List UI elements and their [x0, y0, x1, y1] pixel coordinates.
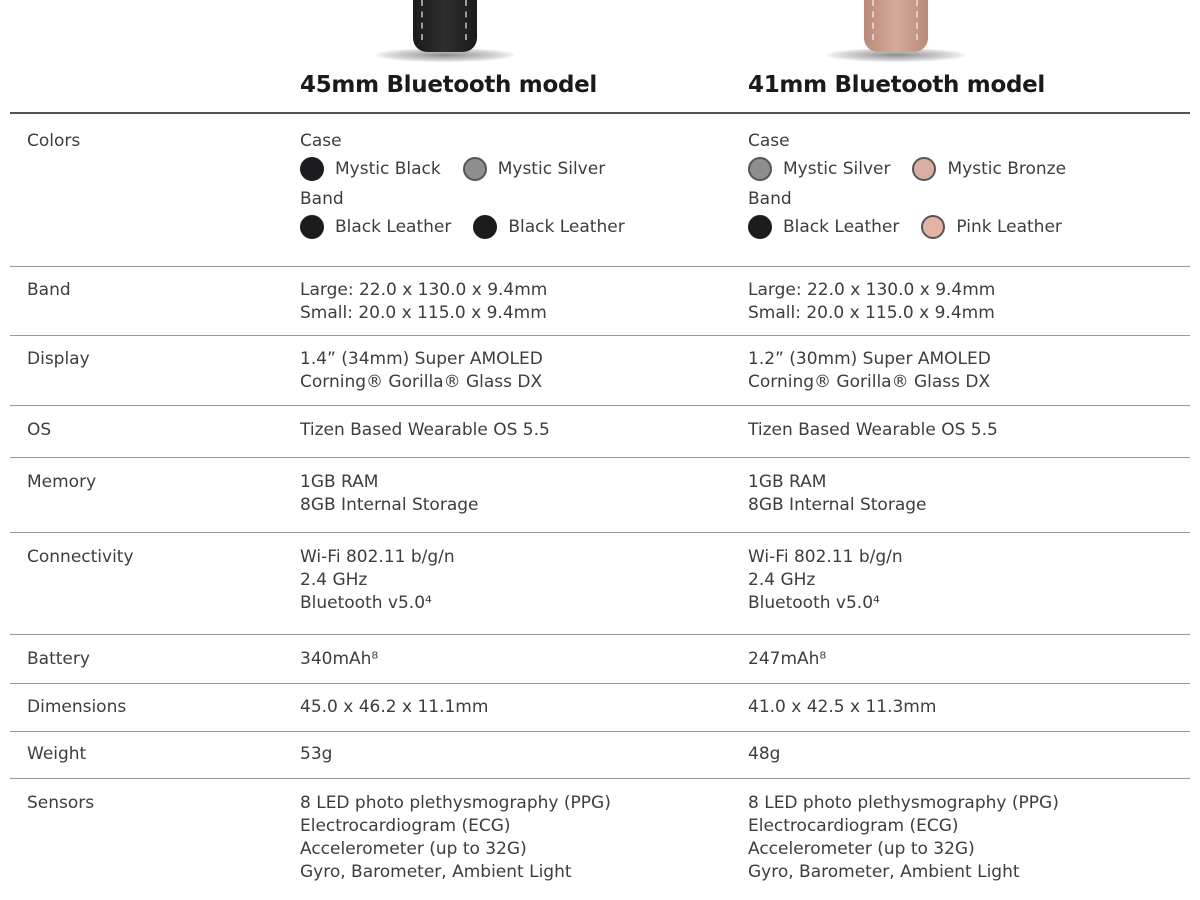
- spec-value-45mm: [300, 419, 550, 442]
- spec-value-41mm: [748, 546, 903, 615]
- spec-line: Bluetooth v5.0⁴: [748, 593, 880, 613]
- spec-row-dimensions: [10, 683, 1190, 731]
- color-name: Mystic Silver: [783, 158, 891, 179]
- spec-label: Colors: [27, 131, 81, 151]
- spec-value-41mm: [748, 419, 998, 442]
- strap-stitch: [872, 0, 876, 40]
- color-name: Black Leather: [335, 216, 452, 237]
- spec-line: 8GB Internal Storage: [748, 495, 927, 515]
- case-swatches: [300, 153, 647, 185]
- spec-line: Tizen Based Wearable OS 5.5: [748, 420, 998, 440]
- spec-value-41mm: [748, 743, 780, 766]
- spec-row-sensors: [10, 778, 1190, 882]
- spec-value-41mm: [748, 648, 826, 671]
- spec-value-41mm: [748, 792, 1059, 884]
- spec-line: 1.4” (34mm) Super AMOLED: [300, 349, 543, 369]
- band-swatches: [748, 211, 1088, 243]
- spec-line: Large: 22.0 x 130.0 x 9.4mm: [748, 280, 996, 300]
- spec-value-41mm: [748, 696, 936, 719]
- case-heading: Case: [748, 131, 790, 151]
- band-heading: Band: [300, 189, 344, 209]
- band-swatches: [300, 211, 647, 243]
- band-heading: Band: [748, 189, 792, 209]
- spec-line: Small: 20.0 x 115.0 x 9.4mm: [748, 303, 995, 323]
- spec-line: Corning® Gorilla® Glass DX: [748, 372, 991, 392]
- color-swatch: [300, 215, 324, 239]
- swatch-item: [912, 157, 1066, 181]
- watch-45mm-image: [375, 0, 515, 62]
- swatch-item: [748, 157, 890, 181]
- spec-line: 1.2” (30mm) Super AMOLED: [748, 349, 991, 369]
- color-swatch: [463, 157, 487, 181]
- spec-value-45mm: [300, 743, 332, 766]
- spec-line: Accelerometer (up to 32G): [748, 839, 975, 859]
- spec-value-45mm: [300, 696, 488, 719]
- case-swatches: [748, 153, 1088, 185]
- spec-value-41mm: [748, 471, 927, 517]
- spec-label: Connectivity: [27, 547, 134, 567]
- color-swatch: [748, 157, 772, 181]
- strap-stitch: [421, 0, 425, 40]
- case-heading: Case: [300, 131, 342, 151]
- swatch-item: [921, 215, 1062, 239]
- spec-row-battery: [10, 634, 1190, 683]
- swatch-item: [748, 215, 899, 239]
- spec-line: 53g: [300, 744, 333, 764]
- spec-line: Small: 20.0 x 115.0 x 9.4mm: [300, 303, 547, 323]
- spec-row-weight: [10, 731, 1190, 778]
- spec-line: Gyro, Barometer, Ambient Light: [748, 862, 1020, 882]
- spec-line: 340mAh⁸: [300, 649, 379, 669]
- color-name: Black Leather: [783, 216, 900, 237]
- spec-line: 247mAh⁸: [748, 649, 827, 669]
- spec-rows: [10, 266, 1190, 882]
- model-title-45mm: 45mm Bluetooth model: [300, 72, 598, 98]
- spec-row-memory: [10, 457, 1190, 532]
- spec-row-band: [10, 266, 1190, 335]
- colors-45mm: [300, 130, 647, 243]
- colors-41mm: [748, 130, 1088, 243]
- color-name: Pink Leather: [956, 216, 1062, 237]
- color-swatch: [912, 157, 936, 181]
- spec-value-45mm: [300, 648, 378, 671]
- spec-table: [10, 112, 1190, 882]
- spec-row-os: [10, 405, 1190, 457]
- spec-line: Gyro, Barometer, Ambient Light: [300, 862, 572, 882]
- swatch-item: [300, 215, 451, 239]
- strap-stitch: [465, 0, 469, 40]
- spec-label: Battery: [27, 649, 90, 669]
- spec-value-45mm: [300, 471, 479, 517]
- spec-line: Wi-Fi 802.11 b/g/n: [748, 547, 903, 567]
- spec-label: Sensors: [27, 793, 95, 813]
- color-swatch: [300, 157, 324, 181]
- spec-row-display: [10, 335, 1190, 405]
- color-name: Mystic Black: [335, 158, 441, 179]
- spec-line: Bluetooth v5.0⁴: [300, 593, 432, 613]
- strap-stitch: [916, 0, 920, 40]
- spec-line: 1GB RAM: [748, 472, 827, 492]
- spec-line: 8 LED photo plethysmography (PPG): [748, 793, 1059, 813]
- color-swatch: [748, 215, 772, 239]
- spec-line: 8 LED photo plethysmography (PPG): [300, 793, 611, 813]
- spec-line: 41.0 x 42.5 x 11.3mm: [748, 697, 937, 717]
- spec-line: Wi-Fi 802.11 b/g/n: [300, 547, 455, 567]
- spec-line: Large: 22.0 x 130.0 x 9.4mm: [300, 280, 548, 300]
- spec-line: Electrocardiogram (ECG): [300, 816, 511, 836]
- color-name: Black Leather: [508, 216, 625, 237]
- spec-row-colors: [10, 112, 1190, 266]
- spec-value-41mm: [748, 348, 991, 394]
- spec-line: 8GB Internal Storage: [300, 495, 479, 515]
- color-name: Mystic Silver: [497, 158, 606, 179]
- spec-line: 2.4 GHz: [748, 570, 816, 590]
- spec-line: 48g: [748, 744, 781, 764]
- spec-label: Weight: [27, 744, 87, 764]
- spec-line: Electrocardiogram (ECG): [748, 816, 959, 836]
- spec-value-45mm: [300, 546, 455, 615]
- color-swatch: [921, 215, 945, 239]
- spec-line: Tizen Based Wearable OS 5.5: [300, 420, 550, 440]
- spec-row-connectivity: [10, 532, 1190, 634]
- spec-label: Dimensions: [27, 697, 127, 717]
- swatch-item: [473, 215, 624, 239]
- spec-line: 45.0 x 46.2 x 11.1mm: [300, 697, 489, 717]
- spec-line: Accelerometer (up to 32G): [300, 839, 527, 859]
- spec-label: OS: [27, 420, 52, 440]
- spec-label: Band: [27, 280, 71, 300]
- spec-value-45mm: [300, 279, 547, 325]
- spec-label: Display: [27, 349, 90, 369]
- watch-41mm-image: [826, 0, 966, 62]
- spec-line: Corning® Gorilla® Glass DX: [300, 372, 543, 392]
- swatch-item: [300, 157, 441, 181]
- swatch-item: [463, 157, 605, 181]
- color-swatch: [473, 215, 497, 239]
- color-name: Mystic Bronze: [947, 158, 1067, 179]
- spec-value-41mm: [748, 279, 995, 325]
- spec-label: Memory: [27, 472, 97, 492]
- spec-line: 2.4 GHz: [300, 570, 368, 590]
- spec-value-45mm: [300, 792, 611, 884]
- spec-line: 1GB RAM: [300, 472, 379, 492]
- model-title-41mm: 41mm Bluetooth model: [748, 72, 1046, 98]
- watch-strap-black: [413, 0, 477, 52]
- spec-value-45mm: [300, 348, 543, 394]
- watch-strap-pink: [864, 0, 928, 52]
